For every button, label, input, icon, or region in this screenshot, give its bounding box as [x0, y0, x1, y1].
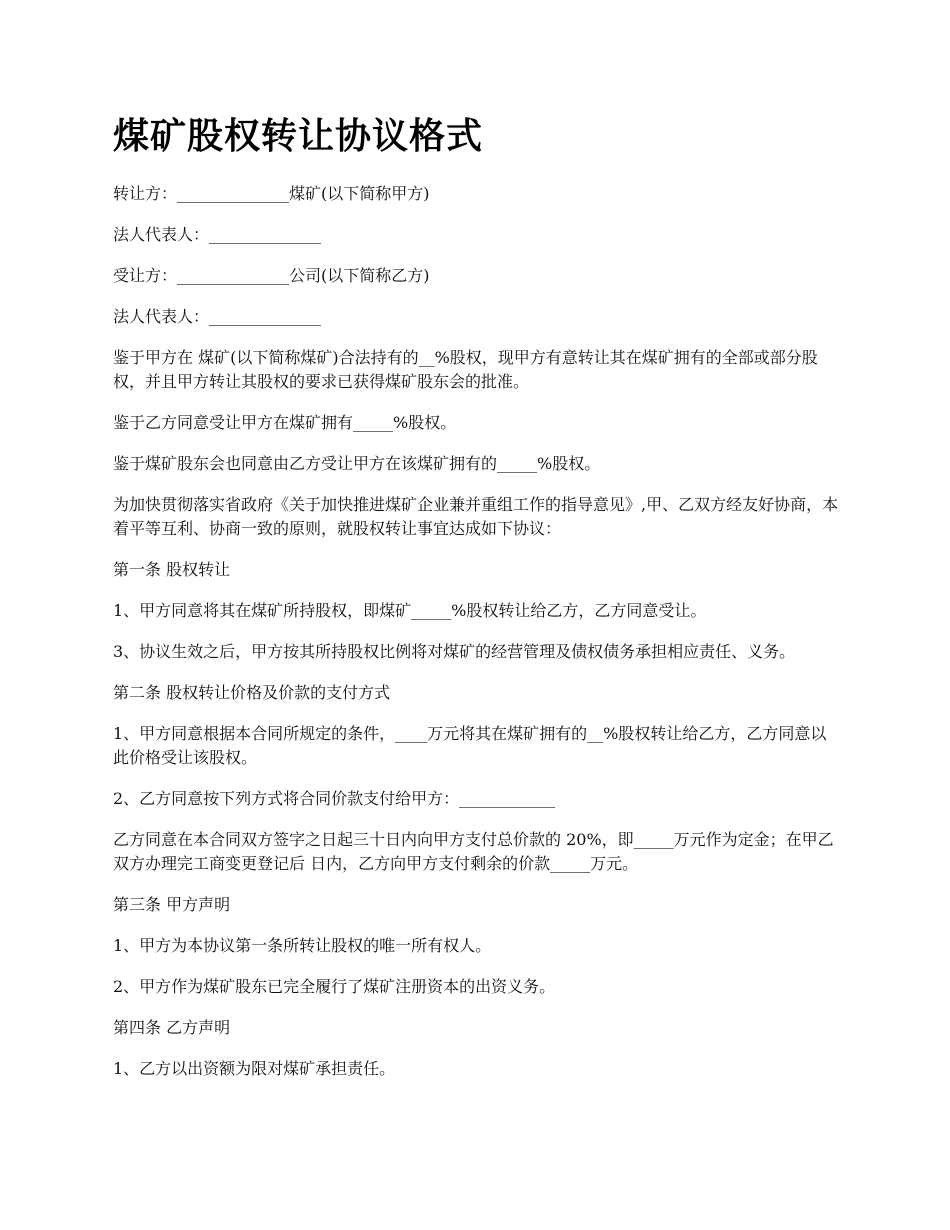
- document-body: [113, 112, 841, 1098]
- article-heading: 第二条 股权转让价格及价款的支付方式: [113, 683, 391, 702]
- clause-paragraph: 3、协议生效之后，甲方按其所持股权比例将对煤矿的经营管理及债权债务承担相应责任、义务。: [113, 642, 796, 661]
- clause-paragraph: 2、乙方同意按下列方式将合同价款支付给甲方：____________: [113, 789, 556, 808]
- transferee-line: 受让方：______________公司(以下简称乙方): [113, 266, 430, 285]
- recital-paragraph: 鉴于煤矿股东会也同意由乙方受让甲方在该煤矿拥有的_____%股权。: [113, 454, 601, 473]
- transferee-legal-rep-line: 法人代表人：______________: [113, 307, 322, 326]
- recital-paragraph: 为加快贯彻落实省政府《关于加快推进煤矿企业兼并重组工作的指导意见》,甲、乙双方经友好协商，本着平等互利、协商一致的原则，就股权转让事宜达成如下协议：: [113, 495, 839, 538]
- recital-paragraph: 鉴于乙方同意受让甲方在煤矿拥有_____%股权。: [113, 413, 457, 432]
- article-heading: 第三条 甲方声明: [113, 895, 231, 914]
- clause-paragraph: 2、甲方作为煤矿股东已完全履行了煤矿注册资本的出资义务。: [113, 977, 556, 996]
- clause-paragraph: 1、甲方同意根据本合同所规定的条件，____万元将其在煤矿拥有的__%股权转让给乙方，乙方同意以此价格受让该股权。: [113, 724, 827, 767]
- clause-paragraph: 1、甲方为本协议第一条所转让股权的唯一所有权人。: [113, 936, 492, 955]
- transferor-legal-rep-line: 法人代表人：______________: [113, 225, 322, 244]
- article-heading: 第四条 乙方声明: [113, 1018, 231, 1037]
- recital-paragraph: 鉴于甲方在 煤矿(以下简称煤矿)合法持有的__%股权，现甲方有意转让其在煤矿拥有的全部或部分股权，并且甲方转让其股权的要求已获得煤矿股东会的批准。: [113, 348, 818, 391]
- document-title: 煤矿股权转让协议格式: [113, 115, 484, 157]
- article-heading: 第一条 股权转让: [113, 560, 231, 579]
- clause-paragraph: 1、甲方同意将其在煤矿所持股权，即煤矿_____%股权转让给乙方，乙方同意受让。: [113, 601, 707, 620]
- clause-paragraph: 1、乙方以出资额为限对煤矿承担责任。: [113, 1059, 396, 1078]
- clause-paragraph: 乙方同意在本合同双方签字之日起三十日内向甲方支付总价款的 20%，即_____万元作为定金；在甲乙双方办理完工商变更登记后 日内，乙方向甲方支付剩余的价款_____万元。: [113, 830, 834, 873]
- transferor-line: 转让方：______________煤矿(以下简称甲方): [113, 184, 430, 203]
